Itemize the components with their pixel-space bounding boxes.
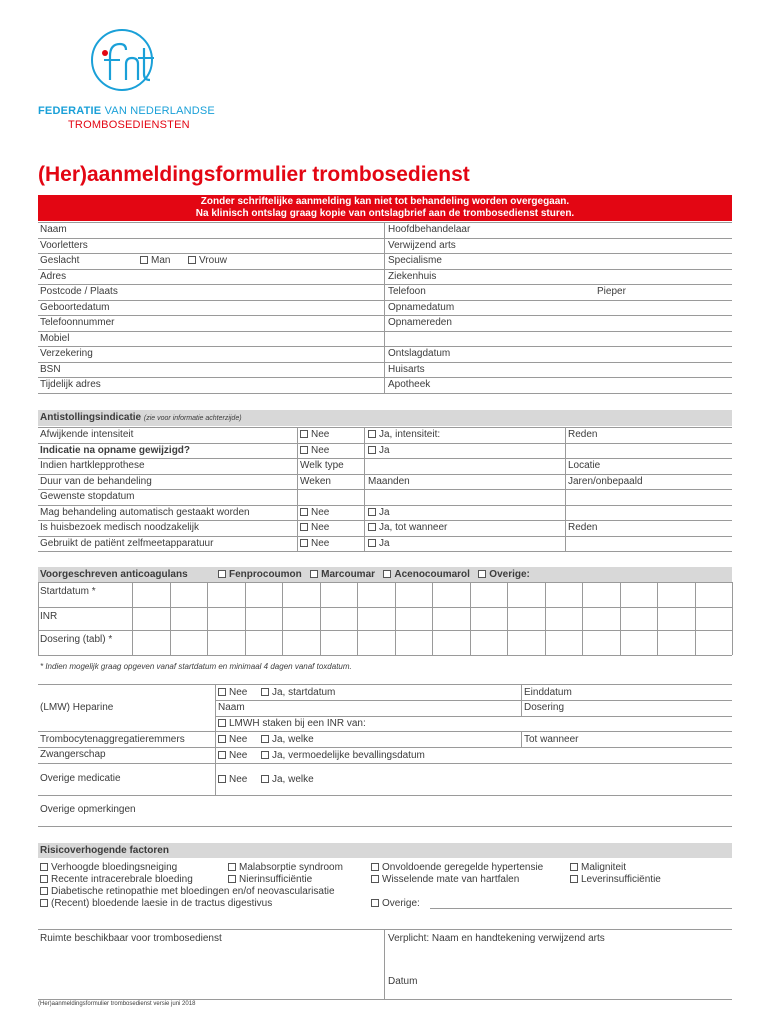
zwangerschap-label: Zwangerschap (40, 749, 106, 760)
anticoag-footnote: * Indien mogelijk graag opgeven vanaf startdatum en minimaal 4 dagen vanaf toxdatum. (40, 662, 352, 671)
indication-ja-checkbox[interactable] (368, 429, 440, 441)
patient-field-label: Postcode / Plaats (40, 286, 118, 297)
checkbox-label: Diabetische retinopathie met bloedingen en/of neovascularisatie (51, 886, 335, 897)
indication-ja-checkbox[interactable] (368, 445, 390, 457)
rule (507, 582, 508, 655)
rule (38, 655, 732, 656)
rule (215, 684, 216, 795)
rule (620, 582, 621, 655)
checkbox-label: Nee (229, 750, 248, 761)
checkbox-box[interactable] (40, 899, 48, 907)
checkbox-box[interactable] (228, 863, 236, 871)
checkbox-box[interactable] (40, 875, 48, 883)
indication-row-label: Mag behandeling automatisch gestaakt worden (40, 507, 250, 518)
checkbox-box[interactable] (371, 899, 379, 907)
patient-field-label: Specialisme (388, 255, 442, 266)
patient-field-label: Geslacht (40, 255, 80, 266)
checkbox-box[interactable] (570, 875, 578, 883)
patient-field-label: Tijdelijk adres (40, 379, 101, 390)
rule (245, 582, 246, 655)
rule (384, 222, 385, 393)
notice-line2: Na klinisch ontslag graag kopie van ontslagbrief aan de trombosedienst sturen. (195, 208, 575, 219)
heparine-label: (LMW) Heparine (40, 702, 114, 713)
zwangerschap-nee-checkbox[interactable] (218, 750, 247, 762)
patient-field-label: Opnamedatum (388, 302, 455, 313)
heparine-ja-checkbox[interactable] (261, 687, 335, 699)
checkbox-box[interactable] (261, 751, 269, 759)
rule (38, 582, 732, 583)
indication-ja-checkbox[interactable] (368, 538, 390, 550)
risk-bleeding-checkbox[interactable] (40, 862, 177, 874)
patient-field-label: Telefoon (388, 286, 426, 297)
overige-medicatie-nee-checkbox[interactable] (218, 774, 247, 786)
overige-anticoag-checkbox[interactable]: Overige: (478, 569, 530, 580)
checkbox-label: Ja, welke (272, 734, 314, 745)
checkbox-box[interactable] (371, 863, 379, 871)
indication-nee-checkbox[interactable] (300, 445, 329, 457)
checkbox-box[interactable] (261, 688, 269, 696)
checkbox-box[interactable] (188, 256, 196, 264)
risk-renal-checkbox[interactable] (228, 874, 312, 886)
indication-field: Locatie (568, 460, 601, 471)
rule (207, 582, 208, 655)
risk-malabsorption-checkbox[interactable] (228, 862, 343, 874)
rule (170, 582, 171, 655)
rule (132, 582, 133, 655)
trombocyten-ja-checkbox[interactable] (261, 734, 314, 746)
checkbox-label: Nee (311, 538, 330, 549)
checkbox-box[interactable] (218, 751, 226, 759)
patient-field-label: BSN (40, 364, 61, 375)
checkbox-label: Ja, intensiteit: (379, 429, 441, 440)
rule (38, 826, 732, 827)
checkbox-label: Overige: (382, 898, 420, 909)
rule (38, 607, 732, 608)
checkbox-box[interactable] (218, 688, 226, 696)
notice-line1: Zonder schriftelijke aanmelding kan niet tot behandeling worden overgegaan. (200, 196, 570, 207)
indication-nee-checkbox[interactable] (300, 522, 329, 534)
rule (38, 362, 732, 363)
rule (364, 427, 365, 551)
indication-field: Reden (568, 429, 598, 440)
checkbox-label: (Recent) bloedende laesie in de tractus digestivus (51, 898, 273, 909)
patient-field-label: Opnamereden (388, 317, 452, 328)
rule (38, 300, 732, 301)
checkbox-label: Ja, startdatum (272, 687, 336, 698)
checkbox-box[interactable] (218, 735, 226, 743)
rule (521, 684, 522, 716)
rule (395, 582, 396, 655)
rule (38, 795, 732, 796)
rule (545, 582, 546, 655)
indication-nee-checkbox[interactable] (300, 507, 329, 519)
rule (38, 238, 732, 239)
rule (38, 284, 732, 285)
rule (38, 331, 732, 332)
inr-label: INR (40, 611, 58, 622)
checkbox-box[interactable] (300, 446, 308, 454)
version-text: (Her)aanmeldingsformulier trombosedienst versie juni 2018 (38, 1001, 196, 1007)
checkbox-label: Man (151, 255, 171, 266)
checkbox-box[interactable] (300, 508, 308, 516)
checkbox-label: Verhoogde bloedingsneiging (51, 862, 178, 873)
patient-field-label: Telefoonnummer (40, 317, 115, 328)
risk-heartfailure-checkbox[interactable] (371, 874, 519, 886)
checkbox-box[interactable] (368, 430, 376, 438)
indication-row-label: Indien hartklepprothese (40, 460, 145, 471)
rule (38, 253, 732, 254)
checkbox-label: Ja (379, 538, 390, 549)
rule (38, 731, 732, 732)
dosering-label: Dosering (524, 702, 565, 713)
checkbox-label: Wisselende mate van hartfalen (382, 874, 520, 885)
checkbox-label: Nee (229, 774, 248, 785)
indication-nee-checkbox[interactable] (300, 429, 329, 441)
rule (38, 222, 732, 223)
checkbox-box[interactable] (140, 256, 148, 264)
rule (38, 427, 732, 428)
patient-field-label: Hoofdbehandelaar (388, 224, 471, 235)
checkbox-label: Nierinsufficiëntie (239, 874, 313, 885)
indication-row-label: Gewenste stopdatum (40, 491, 135, 502)
heparine-naam-label: Naam (218, 702, 245, 713)
checkbox-box[interactable] (368, 446, 376, 454)
rule (582, 582, 583, 655)
overige-medicatie-label: Overige medicatie (40, 773, 121, 784)
marcoumar-checkbox[interactable]: Marcoumar (310, 569, 375, 580)
rule (695, 582, 696, 655)
checkbox-label: Nee (229, 687, 248, 698)
fenprocoumon-checkbox[interactable]: Fenprocoumon (218, 569, 302, 580)
overige-medicatie-ja-checkbox[interactable] (261, 774, 314, 786)
rule (282, 582, 283, 655)
startdatum-label: Startdatum * (40, 586, 96, 597)
checkbox-box[interactable] (368, 539, 376, 547)
indication-field: Weken (300, 476, 331, 487)
page-title: (Her)aanmeldingsformulier trombosedienst (38, 163, 470, 186)
patient-field-label: Mobiel (40, 333, 70, 344)
rule (38, 315, 732, 316)
fnt-logo (80, 22, 180, 102)
einddatum-label: Einddatum (524, 687, 572, 698)
checkbox-box[interactable] (40, 863, 48, 871)
rule (521, 731, 522, 747)
checkbox-label: Ja, vermoedelijke bevallingsdatum (272, 750, 425, 761)
checkbox-label: Nee (311, 507, 330, 518)
patient-field-label: Ontslagdatum (388, 348, 451, 359)
checkbox-label: Ja, tot wanneer (379, 522, 448, 533)
acenocoumarol-checkbox[interactable]: Acenocoumarol (383, 569, 470, 580)
trombocyten-label: Trombocytenaggregatieremmers (40, 734, 185, 745)
checkbox-box[interactable] (218, 719, 226, 727)
checkbox-box[interactable] (300, 430, 308, 438)
patient-field-label: Adres (40, 271, 67, 282)
indication-heading: Antistollingsindicatie (zie voor informatie achterzijde) (40, 412, 242, 423)
patient-field-label: Geboortedatum (40, 302, 110, 313)
indication-field: Maanden (368, 476, 410, 487)
patient-field-label: Huisarts (388, 364, 425, 375)
checkbox-box[interactable] (371, 875, 379, 883)
indication-row-label: Afwijkende intensiteit (40, 429, 134, 440)
patient-field-label: Naam (40, 224, 67, 235)
rule (215, 716, 732, 717)
indication-field: Reden (568, 522, 598, 533)
pager-label: Pieper (597, 286, 626, 297)
checkbox-label: Nee (311, 522, 330, 533)
gender-male-checkbox[interactable] (140, 255, 170, 267)
checkbox-label: Onvoldoende geregelde hypertensie (382, 862, 544, 873)
tot-wanneer-label: Tot wanneer (524, 734, 579, 745)
checkbox-label: Maligniteit (581, 862, 627, 873)
anticoag-heading: Voorgeschreven anticoagulans (40, 569, 188, 580)
anticoag-options (218, 569, 530, 581)
checkbox-box[interactable] (570, 863, 578, 871)
indication-nee-checkbox[interactable] (300, 538, 329, 550)
patient-field-label: Verzekering (40, 348, 93, 359)
risk-malignancy-checkbox[interactable] (570, 862, 626, 874)
rule (38, 269, 732, 270)
checkbox-label: Malabsorptie syndroom (239, 862, 343, 873)
rule (38, 763, 732, 764)
rule (215, 700, 732, 701)
checkbox-label: Ja (379, 445, 390, 456)
rule (38, 684, 732, 685)
checkbox-box[interactable] (300, 523, 308, 531)
heparine-nee-checkbox[interactable] (218, 687, 247, 699)
rule (470, 582, 471, 655)
rule (38, 377, 732, 378)
rule (432, 582, 433, 655)
rule (38, 520, 732, 521)
checkbox-label: Nee (311, 445, 330, 456)
checkbox-box[interactable] (261, 735, 269, 743)
rule (38, 747, 732, 748)
signature-label: Verplicht: Naam en handtekening verwijzend arts (388, 933, 605, 944)
risk-gi-lesion-checkbox[interactable] (40, 898, 272, 910)
checkbox-box[interactable] (368, 508, 376, 516)
rule (357, 582, 358, 655)
rule (657, 582, 658, 655)
rule (732, 582, 733, 655)
rule (297, 427, 298, 551)
rule (38, 443, 732, 444)
rule (38, 458, 732, 459)
indication-ja-checkbox[interactable] (368, 507, 390, 519)
notice-bar (38, 195, 732, 221)
indication-row-label: Duur van de behandeling (40, 476, 152, 487)
checkbox-label: Nee (311, 429, 330, 440)
patient-field-label: Ziekenhuis (388, 271, 437, 282)
rule (430, 908, 732, 909)
rule (38, 582, 39, 655)
checkbox-label: Recente intracerebrale bloeding (51, 874, 193, 885)
indication-ja-checkbox[interactable] (368, 522, 447, 534)
risk-hypertension-checkbox[interactable] (371, 862, 543, 874)
rule (38, 536, 732, 537)
checkbox-box[interactable] (218, 775, 226, 783)
indication-row-label: Indicatie na opname gewijzigd? (40, 445, 191, 456)
checkbox-label: LMWH staken bij een INR van: (229, 718, 366, 729)
fnt-logo-icon (80, 22, 180, 102)
checkbox-box[interactable] (368, 523, 376, 531)
checkbox-box[interactable] (40, 887, 48, 895)
rule (38, 346, 732, 347)
checkbox-label: Vrouw (199, 255, 227, 266)
checkbox-label: Ja (379, 507, 390, 518)
rule (565, 427, 566, 551)
trombocyten-nee-checkbox[interactable] (218, 734, 247, 746)
logo-text-line2: TROMBOSEDIENSTEN (68, 119, 190, 131)
overige-opmerkingen-label: Overige opmerkingen (40, 804, 136, 815)
zwangerschap-ja-checkbox[interactable] (261, 750, 425, 762)
dosering-label: Dosering (tabl) * (40, 634, 113, 645)
checkbox-box[interactable] (228, 875, 236, 883)
indication-row-label: Gebruikt de patiënt zelfmeetapparatuur (40, 538, 214, 549)
rule (38, 505, 732, 506)
checkbox-box[interactable] (300, 539, 308, 547)
rule (38, 630, 732, 631)
space-for-trombosedienst: Ruimte beschikbaar voor trombosedienst (40, 933, 222, 944)
checkbox-label: Nee (229, 734, 248, 745)
indication-row-label: Is huisbezoek medisch noodzakelijk (40, 522, 199, 533)
gender-female-checkbox[interactable] (188, 255, 227, 267)
patient-field-label: Verwijzend arts (388, 240, 456, 251)
risk-other-checkbox[interactable] (371, 898, 420, 910)
date-label: Datum (388, 976, 418, 987)
rule (38, 489, 732, 490)
risk-liver-checkbox[interactable] (570, 874, 661, 886)
risk-intracerebral-checkbox[interactable] (40, 874, 193, 886)
patient-field-label: Voorletters (40, 240, 88, 251)
risk-retinopathy-checkbox[interactable] (40, 886, 335, 898)
rule (38, 393, 732, 394)
rule (320, 582, 321, 655)
checkbox-label: Ja, welke (272, 774, 314, 785)
lmwh-checkbox[interactable] (218, 718, 366, 730)
risk-heading: Risicoverhogende factoren (40, 845, 169, 856)
rule (38, 474, 732, 475)
checkbox-label: Leverinsufficiëntie (581, 874, 661, 885)
indication-field: Jaren/onbepaald (568, 476, 643, 487)
indication-field: Welk type (300, 460, 344, 471)
checkbox-box[interactable] (261, 775, 269, 783)
rule (38, 551, 732, 552)
patient-field-label: Apotheek (388, 379, 431, 390)
logo-text-line1: FEDERATIE VAN NEDERLANDSE (38, 105, 215, 117)
